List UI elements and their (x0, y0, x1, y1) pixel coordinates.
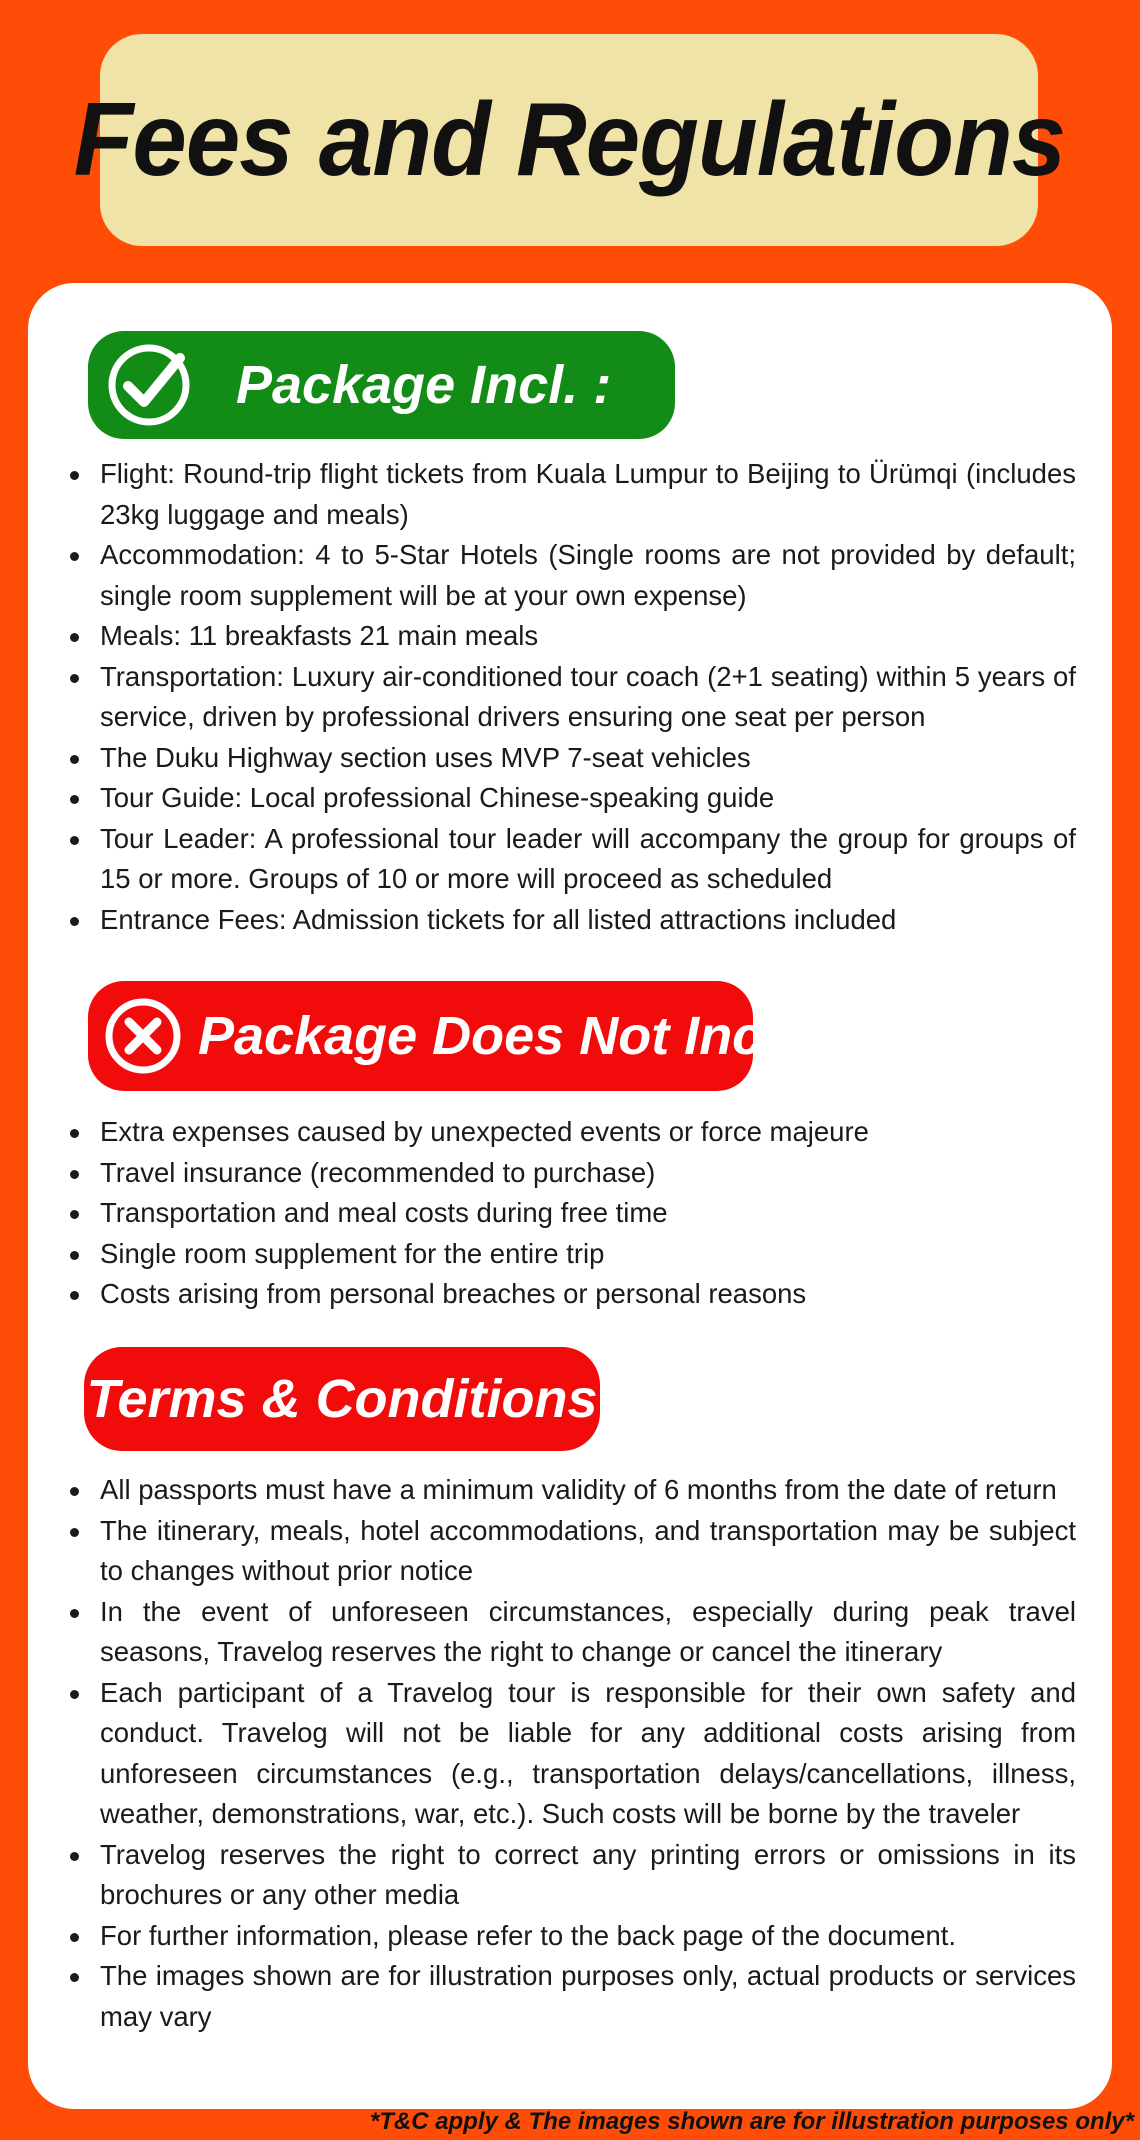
terms-heading: Terms & Conditions (86, 1369, 598, 1429)
list-item: Costs arising from personal breaches or personal reasons (68, 1274, 1076, 1315)
list-item: Single room supplement for the entire trip (68, 1234, 1076, 1275)
list-item: Each participant of a Travelog tour is responsible for their own safety and conduct. Travelog will not be liable for any additional costs arising from unforeseen circumstances (e.g., transportation delays/cancellations, illness, weather, demonstrations, war, etc.). Such costs will be borne by the traveler (68, 1673, 1076, 1835)
excluded-heading: Package Does Not Incl. : (198, 1006, 826, 1066)
list-item: The itinerary, meals, hotel accommodations, and transportation may be subject to changes without prior notice (68, 1511, 1076, 1592)
list-item: Tour Guide: Local professional Chinese-speaking guide (68, 778, 1076, 819)
list-item: Flight: Round-trip flight tickets from Kuala Lumpur to Beijing to Ürümqi (includes 23kg luggage and meals) (68, 454, 1076, 535)
list-item: Travelog reserves the right to correct any printing errors or omissions in its brochures or any other media (68, 1835, 1076, 1916)
list-item: Meals: 11 breakfasts 21 main meals (68, 616, 1076, 657)
list-item: Tour Leader: A professional tour leader will accompany the group for groups of 15 or more. Groups of 10 or more will proceed as scheduled (68, 819, 1076, 900)
list-item: The images shown are for illustration purposes only, actual products or services may vary (68, 1956, 1076, 2037)
included-list (68, 454, 1076, 940)
terms-list (68, 1470, 1076, 2037)
list-item: Transportation and meal costs during free time (68, 1193, 1076, 1234)
page-title: Fees and Regulations (73, 81, 1065, 198)
list-item: In the event of unforeseen circumstances, especially during peak travel seasons, Travelog reserves the right to change or cancel the itinerary (68, 1592, 1076, 1673)
terms-heading-badge (84, 1347, 600, 1451)
list-item: All passports must have a minimum validity of 6 months from the date of return (68, 1470, 1076, 1511)
list-item: Transportation: Luxury air-conditioned tour coach (2+1 seating) within 5 years of service, driven by professional drivers ensuring one seat per person (68, 657, 1076, 738)
title-banner (73, 34, 1065, 246)
list-item: The Duku Highway section uses MVP 7-seat vehicles (68, 738, 1076, 779)
content-card (28, 283, 1112, 2109)
check-circle-icon (104, 340, 194, 430)
list-item: Accommodation: 4 to 5-Star Hotels (Single rooms are not provided by default; single room supplement will be at your own expense) (68, 535, 1076, 616)
included-heading: Package Incl. : (236, 355, 612, 415)
footer-disclaimer: *T&C apply & The images shown are for illustration purposes only* (369, 2108, 1134, 2135)
list-item: Entrance Fees: Admission tickets for all listed attractions included (68, 900, 1076, 941)
excluded-heading-badge (88, 981, 826, 1091)
list-item: Travel insurance (recommended to purchase) (68, 1153, 1076, 1194)
excluded-list (68, 1112, 1076, 1315)
list-item: For further information, please refer to the back page of the document. (68, 1916, 1076, 1957)
list-item: Extra expenses caused by unexpected events or force majeure (68, 1112, 1076, 1153)
included-heading-badge (88, 331, 675, 439)
x-circle-icon (102, 995, 184, 1077)
